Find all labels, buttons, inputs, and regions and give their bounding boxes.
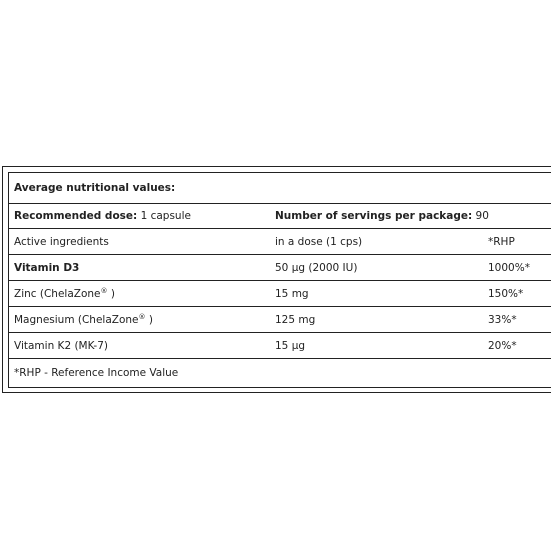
ingredient-name-text: Magnesium (ChelaZone [14, 313, 139, 326]
recommended-dose [14, 211, 191, 222]
ingredient-name [14, 314, 153, 325]
ingredient-name-text: Zinc (ChelaZone [14, 287, 101, 300]
ingredient-amount: 50 µg (2000 IU) [275, 261, 358, 274]
table-heading-row [9, 173, 551, 204]
ingredient-rhp: 1000%* [488, 261, 530, 274]
dose-row [9, 204, 551, 229]
registered-mark: ® [138, 312, 146, 321]
table-row [9, 307, 551, 333]
ingredient-name-suffix: ) [145, 313, 153, 326]
ingredient-name-suffix: ) [107, 287, 115, 300]
table-row [9, 333, 551, 359]
servings-value: 90 [472, 209, 489, 222]
dose-value: 1 capsule [137, 209, 191, 222]
ingredient-name [14, 288, 115, 299]
ingredient-amount: 15 mg [275, 287, 309, 300]
nutrition-table [8, 172, 551, 388]
footnote: *RHP - Reference Income Value [14, 366, 179, 379]
ingredient-name: Vitamin D3 [14, 261, 80, 274]
table-row [9, 255, 551, 281]
table-heading: Average nutritional values: [14, 181, 176, 194]
ingredient-rhp: 33%* [488, 313, 517, 326]
ingredient-amount: 15 µg [275, 339, 306, 352]
ingredient-name: Vitamin K2 (MK-7) [14, 339, 108, 352]
column-header-dose: in a dose (1 cps) [275, 235, 363, 248]
footnote-row [9, 359, 551, 387]
ingredient-rhp: 150%* [488, 287, 524, 300]
column-header-ingredients: Active ingredients [14, 235, 109, 248]
servings-per-package [275, 211, 489, 222]
column-header-row [9, 229, 551, 255]
ingredient-amount: 125 mg [275, 313, 316, 326]
dose-label: Recommended dose: [14, 209, 138, 222]
servings-label: Number of servings per package: [275, 209, 473, 222]
column-header-rhp: *RHP [488, 235, 515, 248]
table-row [9, 281, 551, 307]
registered-mark: ® [100, 286, 108, 295]
ingredient-rhp: 20%* [488, 339, 517, 352]
